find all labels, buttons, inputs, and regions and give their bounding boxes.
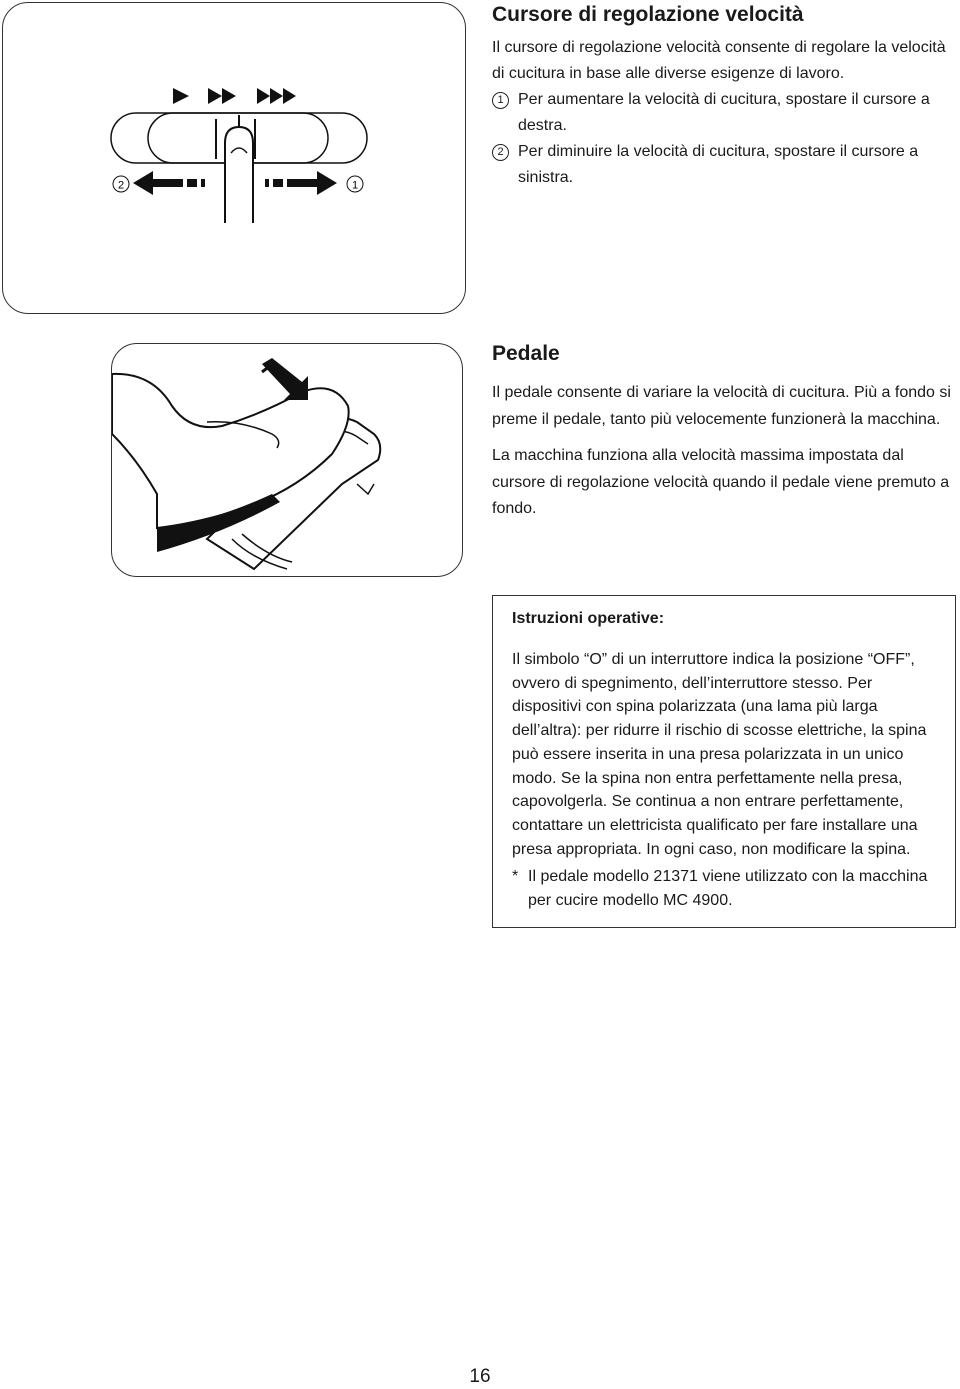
pedal-section (492, 342, 956, 523)
foot-pedal-illustration (111, 343, 463, 577)
item-marker: 2 (492, 144, 509, 161)
pedal-para-1: Il pedale consente di variare la velocità di cucitura. Più a fondo si preme il pedale, tanto più velocemente funzionerà la macchina. (492, 384, 951, 428)
press-down-icon (262, 358, 308, 400)
callout-2: 2 (117, 179, 125, 192)
speed-high-icon (257, 88, 270, 104)
callout-1: 1 (351, 179, 359, 192)
pedal-title: Pedale (492, 342, 560, 365)
pedal-para-2: La macchina funziona alla velocità massima impostata dal cursore di regolazione velocità quando il pedale viene premuto a fondo. (492, 447, 950, 517)
speed-low-icon (173, 88, 189, 104)
item-marker: 1 (492, 92, 509, 109)
arrow-right-icon (287, 171, 337, 195)
speed-slider-intro: Il cursore di regolazione velocità consente di regolare la velocità di cucitura in base alle diverse esigenze di lavoro. (492, 39, 946, 82)
speed-slider-illustration (2, 2, 466, 314)
note-text: Il pedale modello 21371 viene utilizzato con la macchina per cucire modello MC 4900. (528, 868, 928, 910)
page-number: 16 (469, 1366, 491, 1387)
note-marker: * (512, 868, 519, 886)
list-item (492, 139, 956, 191)
speed-slider-title: Cursore di regolazione velocità (492, 3, 804, 26)
notice-title: Istruzioni operative: (512, 610, 665, 627)
speed-medium-icon (208, 88, 222, 104)
notice-body: Il simbolo “O” di un interruttore indica la posizione “OFF”, ovvero di spegnimento, dell’interruttore stesso. Per dispositivi con spina polarizzata (una lama più larga dell’altra): per ridurre il rischio di scosse elettriche, la spina può essere inserita in una presa polarizzata in un unico modo. Se la spina non entra perfettamente nella presa, capovolgerla. Se continua a non entrare perfettamente, contattare un elettricista qualificato per fare installare una presa appropriata. In ogni caso, non modificare la spina. (512, 651, 927, 858)
list-item (492, 87, 956, 139)
speed-slider-section (492, 3, 956, 191)
item-text: Per diminuire la velocità di cucitura, spostare il cursore a sinistra. (518, 143, 919, 186)
notice-note (512, 865, 943, 912)
arrow-left-icon (133, 171, 183, 195)
speed-slider-drawing (3, 3, 465, 313)
operating-instructions-box (492, 595, 956, 928)
foot-pedal-drawing (112, 344, 462, 576)
item-text: Per aumentare la velocità di cucitura, spostare il cursore a destra. (518, 91, 930, 134)
